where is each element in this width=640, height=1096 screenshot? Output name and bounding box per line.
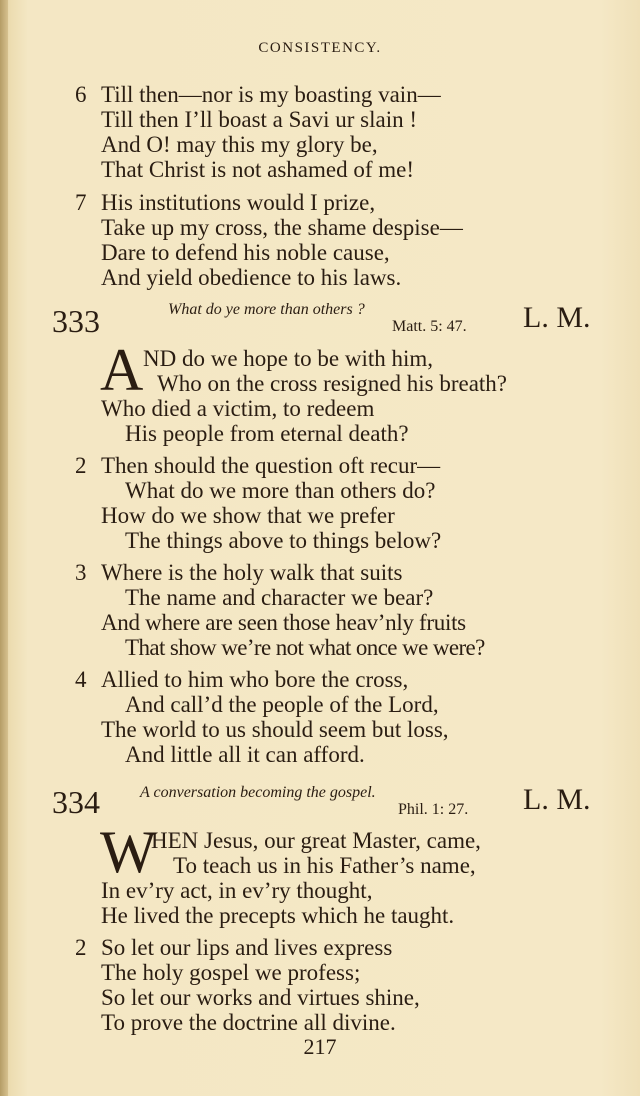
verse-line: Till then—nor is my boasting vain—	[101, 82, 441, 107]
hymn-number: 334	[52, 784, 100, 820]
verse-line: He lived the precepts which he taught.	[101, 903, 455, 928]
verse-line: Take up my cross, the shame despise—	[101, 215, 463, 240]
verse-line: ND do we hope to be with him,	[143, 346, 434, 371]
scripture-reference: Matt. 5: 47.	[392, 318, 467, 335]
stanza-number: 7	[75, 190, 87, 215]
hymn-meter: L. M.	[523, 783, 591, 816]
page-header: CONSISTENCY.	[258, 40, 382, 56]
verse-line: Who died a victim, to redeem	[101, 396, 375, 421]
verse-line: How do we show that we prefer	[101, 503, 395, 528]
verse-line: That Christ is not ashamed of me!	[101, 157, 414, 182]
drop-cap: W	[100, 819, 157, 885]
verse-line: So let our works and virtues shine,	[101, 985, 420, 1010]
verse-line: The world to us should seem but loss,	[101, 717, 449, 742]
verse-line: Then should the question oft recur—	[101, 453, 441, 478]
stanza-number: 2	[75, 935, 87, 960]
stanza-number: 3	[75, 560, 87, 585]
verse-line: And yield obedience to his laws.	[101, 265, 402, 290]
page-number: 217	[303, 1034, 337, 1059]
verse-line: And O! may this my glory be,	[101, 132, 378, 157]
verse-line: HEN Jesus, our great Master, came,	[151, 828, 481, 853]
hymn-meter: L. M.	[523, 301, 591, 334]
verse-line: Till then I’ll boast a Savi ur slain !	[101, 107, 418, 132]
stanza-number: 2	[75, 453, 87, 478]
verse-line: That show we’re not what once we were?	[125, 635, 485, 660]
verse-line: And where are seen those heav’nly fruits	[101, 610, 466, 635]
verse-line: His people from eternal death?	[125, 421, 409, 446]
verse-line: His institutions would I prize,	[101, 190, 376, 215]
verse-line: Allied to him who bore the cross,	[101, 667, 409, 692]
stanza-number: 6	[75, 82, 87, 107]
verse-line: So let our lips and lives express	[101, 935, 393, 960]
verse-line: The holy gospel we profess;	[101, 960, 361, 985]
scripture-reference: Phil. 1: 27.	[398, 801, 469, 818]
hymn-title: A conversation becoming the gospel.	[140, 784, 376, 801]
stanza-number: 4	[75, 667, 87, 692]
hymn-title: What do ye more than others ?	[168, 301, 365, 318]
verse-line: What do we more than others do?	[125, 478, 436, 503]
page-spine-edge	[0, 0, 8, 1096]
verse-line: And little all it can afford.	[125, 742, 365, 767]
verse-line: To teach us in his Father’s name,	[173, 853, 476, 878]
verse-line: Dare to defend his noble cause,	[101, 240, 390, 265]
drop-cap: A	[100, 337, 144, 403]
hymn-number: 333	[52, 303, 100, 339]
verse-line: To prove the doctrine all divine.	[101, 1010, 396, 1035]
verse-line: The things above to things below?	[125, 528, 442, 553]
verse-line: In ev’ry act, in ev’ry thought,	[101, 878, 373, 903]
verse-line: The name and character we bear?	[125, 585, 434, 610]
verse-line: Who on the cross resigned his breath?	[157, 371, 508, 396]
verse-line: Where is the holy walk that suits	[101, 560, 403, 585]
verse-line: And call’d the people of the Lord,	[125, 692, 439, 717]
